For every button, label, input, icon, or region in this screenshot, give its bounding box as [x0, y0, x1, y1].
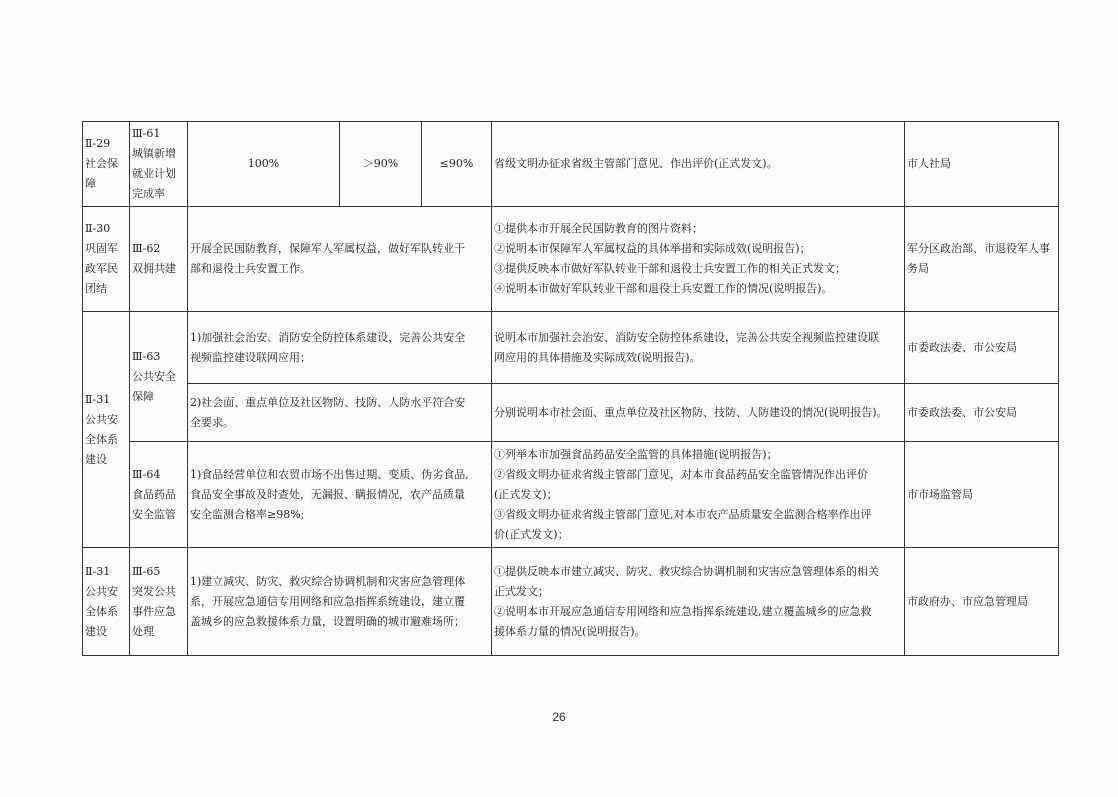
evaluation-table — [82, 121, 1059, 656]
table-row — [83, 207, 1059, 312]
evidence-cell: ①列举本市加强食品药品安全监管的具体措施(说明报告)； ②省级文明办征求省级主管部门意见，对本市食品药品安全监管情况作出评价 (正式发文)； ③省级文明办征求省级主管部门意见,对本市农产品质量安全监测合格率作出评 价(正式发文)； — [492, 442, 905, 548]
evidence-cell: 省级文明办征求省级主管部门意见、作出评价(正式发文)。 — [492, 122, 905, 207]
evidence-cell: 说明本市加强社会治安、消防安全防控体系建设，完善公共安全视频监控建设联 网应用的具体措施及实际成效(说明报告)。 — [492, 312, 905, 384]
score-range-cell: ＞90% — [340, 122, 422, 207]
level3-indicator-cell: Ⅲ-64 食品药品 安全监管 — [130, 442, 188, 548]
table-row — [83, 442, 1059, 548]
level2-indicator-cell: Ⅱ-31 公共安 全体系 建设 — [83, 548, 130, 656]
table-row — [83, 312, 1059, 384]
table-row — [83, 384, 1059, 442]
department-cell: 军分区政治部、市退役军人事 务局 — [905, 207, 1059, 312]
level2-indicator-cell: Ⅱ-29 社会保 障 — [83, 122, 130, 207]
page-number: 26 — [552, 710, 566, 724]
content-cell: 1)食品经营单位和农贸市场不出售过期、变质、伪劣食品, 食品安全事故及时查处，无漏报、瞒报情况，农产品质量 安全监测合格率≥98%; — [188, 442, 492, 548]
evidence-cell: 分别说明本市社会面、重点单位及社区物防、技防、人防建设的情况(说明报告)。 — [492, 384, 905, 442]
level2-indicator-cell: Ⅱ-30 巩固军 政军民 团结 — [83, 207, 130, 312]
level3-indicator-cell: Ⅲ-63 公共安全 保障 — [130, 312, 188, 442]
content-cell: 1)加强社会治安、消防安全防控体系建设，完善公共安全 视频监控建设联网应用； — [188, 312, 492, 384]
department-cell: 市人社局 — [905, 122, 1059, 207]
evidence-cell: ①提供反映本市建立减灾、防灾、救灾综合协调机制和灾害应急管理体系的相关 正式发文； ②说明本市开展应急通信专用网络和应急指挥系统建设,建立覆盖城乡的应急救 援体系力量的情况(说明报告)。 — [492, 548, 905, 656]
score-range-cell: ≤90% — [422, 122, 492, 207]
department-cell: 市委政法委、市公安局 — [905, 312, 1059, 384]
level3-indicator-cell: Ⅲ-61 城镇新增 就业计划 完成率 — [130, 122, 188, 207]
content-cell: 2)社会面、重点单位及社区物防、技防、人防水平符合安 全要求。 — [188, 384, 492, 442]
table-row — [83, 548, 1059, 656]
evidence-cell: ①提供本市开展全民国防教育的图片资料； ②说明本市保障军人军属权益的具体举措和实际成效(说明报告)； ③提供反映本市做好军队转业干部和退役士兵安置工作的相关正式发文； ④说明本市做好军队转业干部和退役士兵安置工作的情况(说明报告)。 — [492, 207, 905, 312]
content-cell: 开展全民国防教育，保障军人军属权益，做好军队转业干 部和退役士兵安置工作。 — [188, 207, 492, 312]
department-cell: 市政府办、市应急管理局 — [905, 548, 1059, 656]
content-cell: 1)建立减灾、防灾、救灾综合协调机制和灾害应急管理体 系，开展应急通信专用网络和应急指挥系统建设，建立覆 盖城乡的应急救援体系力量，设置明确的城市避难场所； — [188, 548, 492, 656]
department-cell: 市市场监管局 — [905, 442, 1059, 548]
level3-indicator-cell: Ⅲ-65 突发公共 事件应急 处理 — [130, 548, 188, 656]
target-value-cell: 100% — [188, 122, 340, 207]
level3-indicator-cell: Ⅲ-62 双拥共建 — [130, 207, 188, 312]
table-row — [83, 122, 1059, 207]
level2-indicator-cell: Ⅱ-31 公共安 全体系 建设 — [83, 312, 130, 548]
department-cell: 市委政法委、市公安局 — [905, 384, 1059, 442]
